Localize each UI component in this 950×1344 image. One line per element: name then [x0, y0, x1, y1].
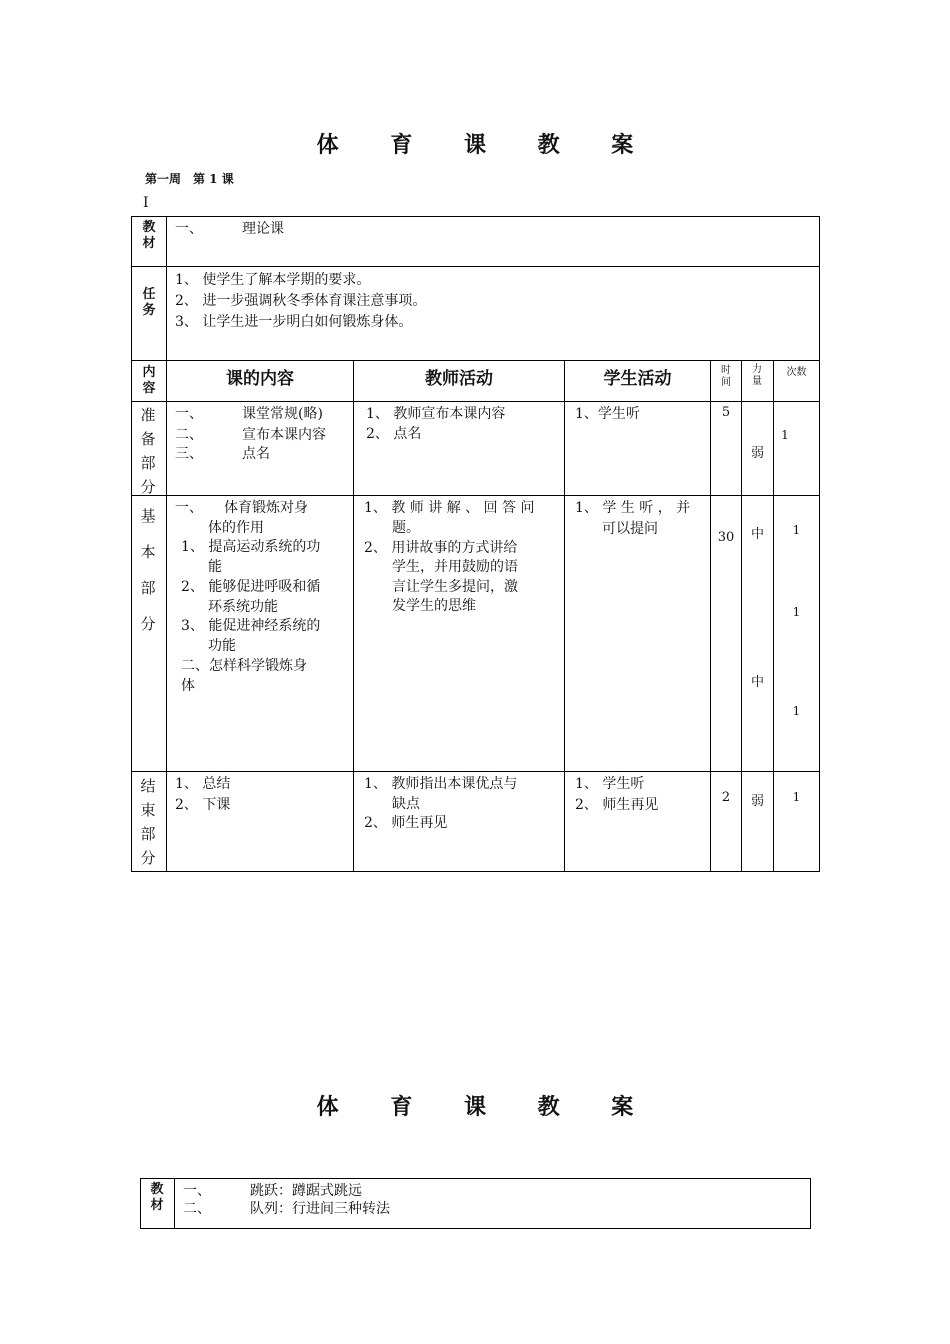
basic-content-line: 能	[208, 559, 222, 575]
end-teacher-line: 1、 教师指出本课优点与	[364, 776, 518, 792]
prep-content-text: 宣布本课内容	[242, 427, 326, 443]
prep-content-num: 三、	[175, 446, 203, 462]
page2-material-label: 教 材	[150, 1182, 164, 1213]
prep-teacher-item: 1、 教师宣布本课内容	[366, 406, 506, 422]
basic-content-line: 二、怎样科学锻炼身	[181, 658, 307, 674]
basic-content-line: 一、 体育锻炼对身	[175, 500, 308, 516]
page2-material-text: 队列：行进间三种转法	[250, 1201, 390, 1217]
basic-student-line: 可以提问	[602, 521, 658, 537]
end-intensity: 弱	[750, 794, 764, 809]
basic-content-line: 2、 能够促进呼吸和循	[181, 579, 321, 595]
header-intensity: 力 量	[752, 364, 762, 387]
end-content-line: 1、 总结	[175, 776, 231, 792]
basic-content-line: 3、 能促进神经系统的	[181, 618, 321, 634]
prep-content-num: 一、	[175, 406, 203, 422]
basic-teacher-line: 题。	[392, 520, 420, 536]
section-prep: 准 备 部 分	[140, 406, 156, 496]
basic-student-line: 1、 学 生 听 ， 并	[575, 500, 691, 516]
basic-content-line: 体的作用	[208, 520, 264, 536]
prep-count: 1	[781, 428, 789, 442]
header-lesson-content: 课的内容	[226, 369, 294, 389]
task-label: 任 务	[142, 287, 156, 318]
basic-time: 30	[717, 530, 735, 545]
prep-content-text: 课堂常规(略)	[242, 406, 323, 422]
page2-title: 体 育 课 教 案	[316, 1095, 656, 1120]
header-teacher-activity: 教师活动	[425, 369, 493, 389]
prep-student: 1、学生听	[575, 406, 640, 422]
page2-material-num: 一、	[183, 1183, 211, 1199]
basic-count: 1	[792, 704, 801, 718]
basic-teacher-line: 2、 用讲故事的方式讲给	[364, 540, 518, 556]
basic-content-line: 1、 提高运动系统的功	[181, 539, 321, 555]
material-label: 教 材	[142, 220, 156, 251]
material-item-text: 理论课	[242, 221, 284, 237]
header-count: 次数	[786, 367, 807, 378]
basic-teacher-line: 言让学生多提问，激	[392, 579, 518, 595]
prep-content-text: 点名	[242, 446, 270, 462]
basic-teacher-line: 1、 教 师 讲 解 、 回 答 问	[364, 500, 535, 516]
end-student-line: 1、 学生听	[575, 776, 645, 792]
section-end: 结 束 部 分	[140, 777, 156, 867]
prep-content-num: 二、	[175, 427, 203, 443]
basic-teacher-line: 学生，并用鼓励的语	[392, 559, 518, 575]
task-item: 1、 使学生了解本学期的要求。	[175, 272, 371, 288]
end-teacher-line: 2、 师生再见	[364, 815, 448, 831]
end-content-line: 2、 下课	[175, 797, 231, 813]
basic-content-line: 环系统功能	[208, 599, 278, 615]
basic-intensity: 中	[750, 527, 764, 542]
page2-material-num: 二、	[183, 1201, 211, 1217]
task-item: 2、 进一步强调秋冬季体育课注意事项。	[175, 293, 427, 309]
end-count: 1	[792, 790, 801, 804]
section-basic: 基 本 部 分	[140, 507, 156, 633]
page-title: 体 育 课 教 案	[316, 133, 656, 158]
end-student-line: 2、 师生再见	[575, 797, 659, 813]
content-label: 内 容	[142, 365, 156, 396]
basic-teacher-line: 发学生的思维	[392, 598, 476, 614]
prep-teacher-item: 2、 点名	[366, 426, 422, 442]
week-lesson: 第一周 第 1 课	[145, 172, 234, 186]
page2-material-text: 跳跃：蹲踞式跳远	[250, 1183, 362, 1199]
basic-count: 1	[792, 605, 801, 619]
basic-intensity: 中	[750, 675, 764, 690]
header-student-activity: 学生活动	[603, 369, 672, 389]
basic-content-line: 体	[181, 678, 195, 694]
end-time: 2	[721, 790, 731, 805]
prep-intensity: 弱	[750, 446, 764, 461]
task-item: 3、 让学生进一步明白如何锻炼身体。	[175, 314, 413, 330]
material-item-num: 一、	[175, 221, 203, 237]
end-teacher-line: 缺点	[392, 796, 420, 812]
roman-mark: I	[143, 195, 149, 211]
basic-count: 1	[792, 523, 801, 537]
header-time: 时 间	[721, 365, 731, 388]
prep-time: 5	[721, 405, 731, 420]
basic-content-line: 功能	[208, 638, 236, 654]
